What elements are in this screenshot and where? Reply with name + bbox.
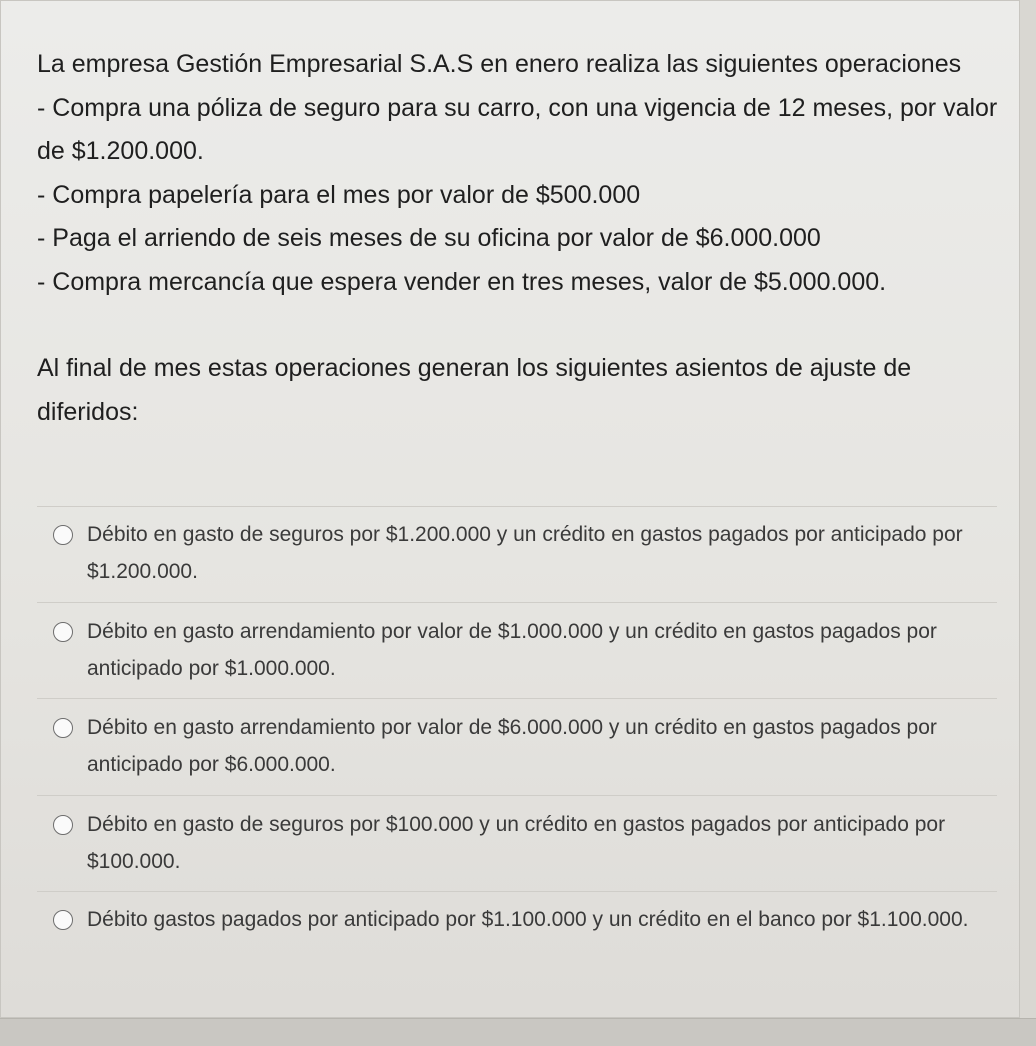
divider — [37, 795, 997, 796]
answer-option-3[interactable] — [53, 709, 973, 783]
question-item-insurance: - Compra una póliza de seguro para su carro, con una vigencia de 12 meses, por valor de $1.200.000. — [37, 93, 998, 165]
divider — [37, 698, 997, 699]
divider — [37, 506, 997, 507]
answer-option-label: Débito en gasto de seguros por $1.200.000 y un crédito en gastos pagados por anticipado por $1.200.000. — [87, 523, 963, 583]
question-text — [37, 43, 1007, 434]
answer-option-label: Débito en gasto arrendamiento por valor de $1.000.000 y un crédito en gastos pagados por anticipado por $1.000.000. — [87, 620, 937, 680]
question-item-stationery: - Compra papelería para el mes por valor de $500.000 — [37, 180, 641, 209]
answer-option-2[interactable] — [53, 613, 973, 687]
radio-button-icon[interactable] — [53, 718, 73, 738]
question-item-rent: - Paga el arriendo de seis meses de su oficina por valor de $6.000.000 — [37, 224, 821, 252]
radio-button-icon[interactable] — [53, 525, 73, 545]
answer-option-label: Débito en gasto arrendamiento por valor de $6.000.000 y un crédito en gastos pagados por anticipado por $6.000.000. — [87, 716, 937, 776]
divider — [37, 891, 997, 892]
divider — [37, 602, 997, 603]
radio-button-icon[interactable] — [53, 910, 73, 930]
question-item-merchandise: - Compra mercancía que espera vender en tres meses, valor de $5.000.000. — [37, 267, 887, 296]
bottom-edge — [0, 1018, 1036, 1046]
radio-button-icon[interactable] — [53, 815, 73, 835]
question-intro: La empresa Gestión Empresarial S.A.S en enero realiza las siguientes operaciones — [37, 50, 962, 78]
answer-option-5[interactable] — [53, 901, 973, 938]
answer-option-1[interactable] — [53, 516, 973, 590]
question-prompt: Al final de mes estas operaciones generan los siguientes asientos de ajuste de diferidos: — [37, 354, 912, 426]
answer-option-label: Débito gastos pagados por anticipado por $1.100.000 y un crédito en el banco por $1.100.000. — [87, 908, 969, 931]
spacer — [37, 304, 1007, 347]
radio-button-icon[interactable] — [53, 622, 73, 642]
answer-option-4[interactable] — [53, 806, 973, 880]
answer-option-label: Débito en gasto de seguros por $100.000 y un crédito en gastos pagados por anticipado por $100.000. — [87, 813, 946, 873]
